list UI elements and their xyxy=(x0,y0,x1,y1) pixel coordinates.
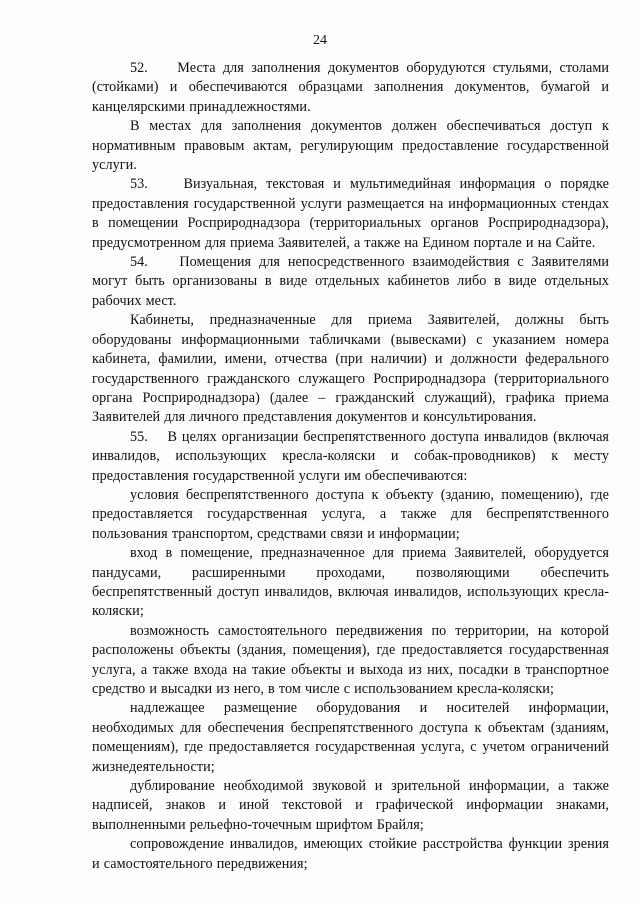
list-item-escort: сопровождение инвалидов, имеющих стойкие расстройства функции зрения и самостоятельного передвижения; xyxy=(92,836,609,872)
list-item-access-conditions: условия беспрепятственного доступа к объекту (зданию, помещению), где предоставляется государственная услуга, а также для беспрепятственного пользования транспортом, средствами связи и информации; xyxy=(92,486,609,542)
list-item-entrance-ramps: вход в помещение, предназначенное для приема Заявителей, оборудуется пандусами, расширенными проходами, позволяющими обеспечить беспрепятственный доступ инвалидов, включая инвалидов, использующих кресла-коляски; xyxy=(92,545,609,620)
paragraph-54-cabinets: Кабинеты, предназначенные для приема Заявителей, должны быть оборудованы информационными табличками (вывесками) с указанием номера кабинета, фамилии, имени, отчества (при наличии) и должности федерального государственного гражданского служащего Росприроднадзора (территориального органа Росприроднадзора) (далее – гражданский служащий), графика приема Заявителей для личного представления документов и консультирования. xyxy=(92,312,609,426)
list-item-independent-movement: возможность самостоятельного передвижения по территории, на которой расположены объекты (здания, помещения), где предоставляется государственная услуга, а также входа на такие объекты и выхода из них, посадки в транспортное средство и высадки из него, в том числе с использованием кресла-коляски; xyxy=(92,622,609,697)
paragraph-52: 52. Места для заполнения документов оборудуются стульями, столами (стойками) и обеспечиваются образцами заполнения документов, бумагой и канцелярскими принадлежностями. xyxy=(92,60,609,115)
page-number: 24 xyxy=(313,33,327,48)
list-item-information-duplication: дублирование необходимой звуковой и зрительной информации, а также надписей, знаков и иной текстовой и графической информации знаками, выполненными рельефно-точечным шрифтом Брайля; xyxy=(92,778,609,833)
document-body xyxy=(92,59,609,874)
paragraph-52-access: В местах для заполнения документов должен обеспечиваться доступ к нормативным правовым актам, регулирующим предоставление государственной услуги. xyxy=(92,118,609,174)
list-item-equipment-placement: надлежащее размещение оборудования и носителей информации, необходимых для обеспечения беспрепятственного доступа к объектам (зданиям, помещениям), где предоставляется государственная услуга, с учетом ограничений жизнедеятельности; xyxy=(92,700,609,775)
paragraph-53: 53. Визуальная, текстовая и мультимедийная информация о порядке предоставления государственной услуги размещается на информационных стендах в помещении Росприроднадзора (территориальных органов Росприроднадзора), предусмотренном для приема Заявителей, а также на Едином портале и на Сайте. xyxy=(92,176,609,251)
paragraph-54: 54. Помещения для непосредственного взаимодействия с Заявителями могут быть организованы в виде отдельных кабинетов либо в виде отдельных рабочих мест. xyxy=(92,254,609,309)
paragraph-55: 55. В целях организации беспрепятственного доступа инвалидов (включая инвалидов, использующих кресла-коляски и собак-проводников) к месту предоставления государственной услуги им обеспечиваются: xyxy=(92,428,609,484)
